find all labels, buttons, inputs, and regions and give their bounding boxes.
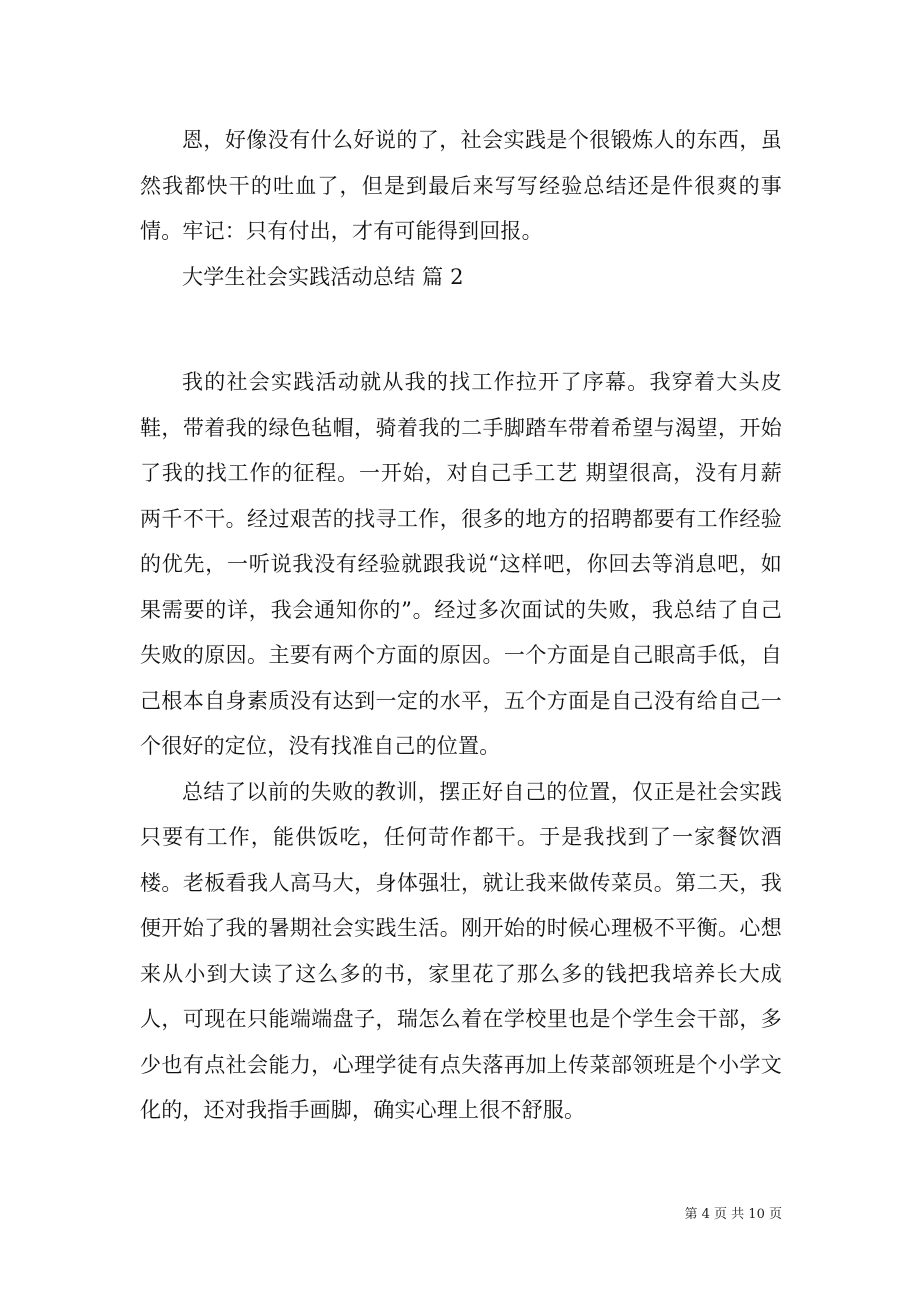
- page-label-middle: 页 共: [714, 1207, 745, 1222]
- section-heading: 大学生社会实践活动总结 篇 2: [182, 264, 464, 289]
- blank-space: [140, 300, 782, 360]
- page-counter: [684, 1203, 782, 1222]
- paragraph-job-search: 我的社会实践活动就从我的找工作拉开了序幕。我穿着大头皮鞋，带着我的绿色毡帽，骑着我的二手脚踏车带着希望与渴望，开始了我的找工作的征程。一开始，对自己手工艺 期望很高，没有月薪两千不干。经过艰苦的找寻工作，很多的地方的招聘都要有工作经验的优先，一听说我没有经验就跟我说“这样吧，你回去等消息吧，如果需要的详，我会通知你的”。经过多次面试的失败，我总结了自己失败的原因。主要有两个方面的原因。一个方面是自己眼高手低，自己根本自身素质没有达到一定的水平，五个方面是自己没有给自己一个很好的定位，没有找准自己的位置。: [140, 370, 782, 758]
- total-pages-number: 10: [748, 1207, 765, 1222]
- paragraph-conclusion: 恩，好像没有什么好说的了，社会实践是个很锻炼人的东西，虽然我都快干的吐血了，但是到最后来写写经验总结还是件很爽的事情。牢记：只有付出，才有可能得到回报。: [140, 128, 782, 243]
- page-label-suffix: 页: [768, 1207, 782, 1222]
- page-label-prefix: 第: [684, 1207, 698, 1222]
- paragraph-restaurant-work: 总结了以前的失败的教训，摆正好自己的位置，仅正是社会实践只要有工作，能供饭吃，任何苛作都干。于是我找到了一家餐饮酒楼。老板看我人高马大，身体强壮，就让我来做传菜员。第二天，我便开始了我的暑期社会实践生活。刚开始的时候心理极不平衡。心想来从小到大读了这么多的书，家里花了那么多的钱把我培养长大成人，可现在只能端端盘子，瑞怎么着在学校里也是个学生会干部，多少也有点社会能力，心理学徒有点失落再加上传菜部领班是个小学文化的，还对我指手画脚，确实心理上很不舒服。: [140, 779, 782, 1122]
- document-body: [140, 118, 782, 1134]
- current-page-number: 4: [701, 1207, 710, 1222]
